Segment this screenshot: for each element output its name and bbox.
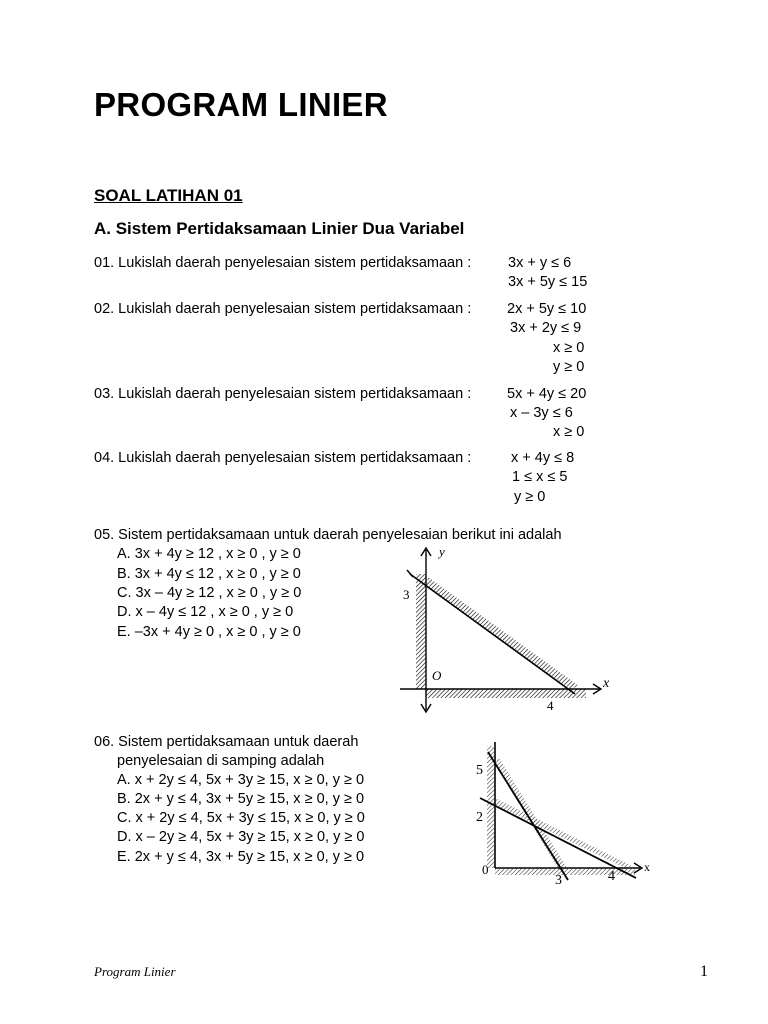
question-03-ineq-1: 5x + 4y ≤ 20 bbox=[507, 386, 587, 402]
x-intercept-label: 4 bbox=[547, 698, 554, 713]
question-01-ineq-1: 3x + y ≤ 6 bbox=[508, 255, 572, 271]
question-04-ineq-2: 1 ≤ x ≤ 5 bbox=[512, 469, 568, 485]
question-05-option-a: A. 3x + 4y ≥ 12 , x ≥ 0 , y ≥ 0 bbox=[117, 546, 301, 562]
exercise-heading: SOAL LATIHAN 01 bbox=[94, 186, 243, 205]
question-03-ineq-3: x ≥ 0 bbox=[553, 424, 585, 440]
question-06-option-b: B. 2x + y ≤ 4, 3x + 5y ≥ 15, x ≥ 0, y ≥ 0 bbox=[117, 791, 365, 807]
origin-label: 0 bbox=[482, 862, 489, 877]
question-04-ineq-1: x + 4y ≤ 8 bbox=[511, 450, 575, 466]
question-06-option-d: D. x – 2y ≥ 4, 5x + 3y ≥ 15, x ≥ 0, y ≥ 0 bbox=[117, 829, 365, 845]
footer-title: Program Linier bbox=[94, 964, 176, 979]
question-06-option-a: A. x + 2y ≤ 4, 5x + 3y ≥ 15, x ≥ 0, y ≥ 0 bbox=[117, 772, 365, 788]
y-axis-hatching bbox=[487, 746, 495, 868]
y-axis-hatching bbox=[416, 574, 426, 689]
question-05-graph bbox=[395, 544, 615, 716]
question-04-ineq-3: y ≥ 0 bbox=[514, 489, 546, 505]
y-axis-label: y bbox=[439, 544, 445, 559]
page-title: PROGRAM LINIER bbox=[94, 86, 388, 123]
question-02-ineq-1: 2x + 5y ≤ 10 bbox=[507, 301, 587, 317]
x-tick-4: 4 bbox=[608, 869, 615, 884]
question-03-text: 03. Lukislah daerah penyelesaian sistem pertidaksamaan : bbox=[94, 386, 472, 402]
question-06-option-e: E. 2x + y ≤ 4, 3x + 5y ≥ 15, x ≥ 0, y ≥ 0 bbox=[117, 849, 365, 865]
question-02-ineq-2: 3x + 2y ≤ 9 bbox=[510, 320, 582, 336]
question-06-graph bbox=[458, 728, 668, 896]
origin-label: O bbox=[432, 668, 442, 683]
question-05-text: 05. Sistem pertidaksamaan untuk daerah penyelesaian berikut ini adalah bbox=[94, 527, 562, 543]
y-intercept-label: 3 bbox=[403, 587, 410, 602]
y-tick-2: 2 bbox=[476, 810, 483, 825]
x-axis-label: x bbox=[603, 676, 610, 691]
shallow-line-hatching bbox=[495, 798, 632, 868]
question-05-option-c: C. 3x – 4y ≥ 12 , x ≥ 0 , y ≥ 0 bbox=[117, 585, 302, 601]
y-tick-5: 5 bbox=[476, 763, 483, 778]
question-05-option-e: E. –3x + 4y ≥ 0 , x ≥ 0 , y ≥ 0 bbox=[117, 624, 301, 640]
boundary-hatching bbox=[426, 577, 579, 689]
section-a-heading: A. Sistem Pertidaksamaan Linier Dua Variabel bbox=[94, 219, 465, 238]
question-06-option-c: C. x + 2y ≤ 4, 5x + 3y ≤ 15, x ≥ 0, y ≥ 0 bbox=[117, 810, 365, 826]
question-06-text-2: penyelesaian di samping adalah bbox=[117, 753, 325, 769]
page-number: 1 bbox=[700, 963, 708, 980]
question-02-ineq-4: y ≥ 0 bbox=[553, 359, 585, 375]
boundary-line-arrow bbox=[407, 570, 413, 577]
steep-line-hatching bbox=[495, 758, 567, 870]
question-01-text: 01. Lukislah daerah penyelesaian sistem pertidaksamaan : bbox=[94, 255, 472, 271]
question-01-ineq-2: 3x + 5y ≤ 15 bbox=[508, 274, 588, 290]
question-02-ineq-3: x ≥ 0 bbox=[553, 340, 585, 356]
x-axis-label: x bbox=[644, 860, 650, 874]
question-02-text: 02. Lukislah daerah penyelesaian sistem pertidaksamaan : bbox=[94, 301, 472, 317]
question-03-ineq-2: x – 3y ≤ 6 bbox=[510, 405, 573, 421]
x-tick-3: 3 bbox=[555, 873, 562, 888]
question-06-text-1: 06. Sistem pertidaksamaan untuk daerah bbox=[94, 734, 359, 750]
question-05-option-d: D. x – 4y ≤ 12 , x ≥ 0 , y ≥ 0 bbox=[117, 604, 294, 620]
question-04-text: 04. Lukislah daerah penyelesaian sistem pertidaksamaan : bbox=[94, 450, 472, 466]
question-05-option-b: B. 3x + 4y ≤ 12 , x ≥ 0 , y ≥ 0 bbox=[117, 566, 301, 582]
x-axis-hatching bbox=[426, 689, 586, 698]
